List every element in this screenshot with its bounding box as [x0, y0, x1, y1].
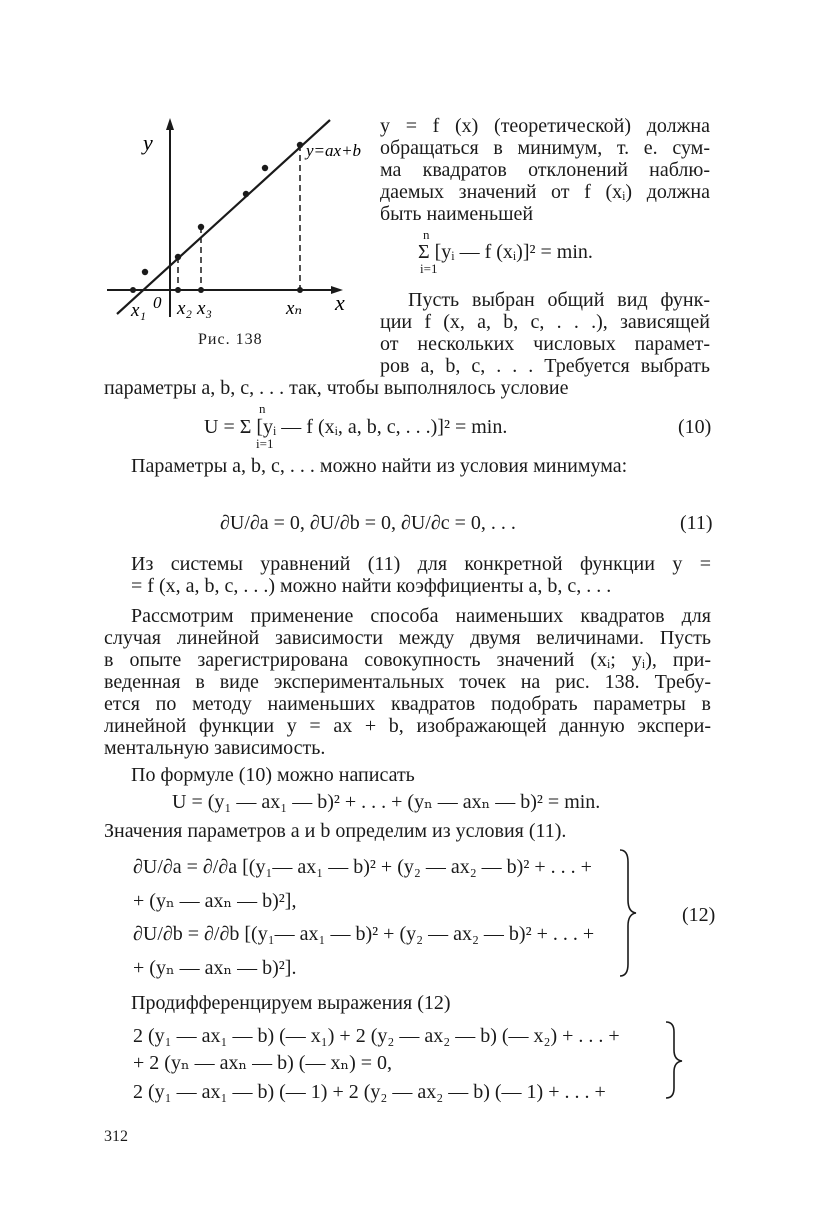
equation-number-12: (12) — [682, 904, 716, 926]
text-line: от нескольких числовых парамет- — [380, 333, 710, 355]
y-axis-label: y — [143, 130, 153, 155]
text-line: параметры a, b, c, . . . так, чтобы выполнялось условие — [104, 377, 569, 399]
equation-12-line: + (yₙ — axₙ — b)²], — [133, 890, 297, 912]
text-line: y = f (x) (теоретической) должна — [380, 115, 710, 137]
text-line: Продифференцируем выражения (12) — [131, 992, 451, 1014]
equation-12-line: ∂U/∂b = ∂/∂b [(y₁— ax₁ — b)² + (y₂ — ax₂ — b)² + . . . + — [133, 923, 595, 945]
figure-caption: Рис. 138 — [198, 331, 263, 348]
sum-lower-limit: i=1 — [256, 436, 274, 451]
equation-number-10: (10) — [678, 416, 712, 438]
differentiated-line: + 2 (yₙ — axₙ — b) (— xₙ) = 0, — [133, 1052, 393, 1074]
text-line: ментальную зависимость. — [104, 737, 326, 759]
text-line: Параметры a, b, c, . . . можно найти из условия минимума: — [131, 455, 628, 477]
data-point — [142, 269, 148, 275]
text-line: = f (x, a, b, c, . . .) можно найти коэффициенты a, b, c, . . . — [131, 575, 612, 597]
x2-label: x₂ — [177, 298, 193, 319]
right-brace — [664, 1020, 684, 1100]
differentiated-line: 2 (y₁ — ax₁ — b) (— 1) + 2 (y₂ — ax₂ — b) (— 1) + . . . + — [133, 1081, 606, 1103]
x3-label: x₃ — [197, 298, 213, 319]
x-axis-label: x — [335, 290, 345, 315]
y-axis — [166, 118, 174, 317]
text-line: быть наименьшей — [380, 203, 534, 225]
text-line: Рассмотрим применение способа наименьших квадратов для — [131, 605, 711, 627]
text-line: ции f (x, a, b, c, . . .), зависящей — [380, 311, 710, 333]
projection-lines — [178, 145, 300, 290]
sum-upper-limit: n — [259, 401, 266, 416]
text-line: в опыте зарегистрирована совокупность значений (xᵢ; yᵢ), при- — [104, 649, 711, 671]
xn-label: xₙ — [286, 298, 303, 319]
line-equation-label: y=ax+b — [306, 141, 362, 160]
equation-number-11: (11) — [680, 512, 713, 534]
data-point — [198, 224, 204, 230]
sum-lower-limit: i=1 — [420, 261, 438, 276]
text-line: Пусть выбран общий вид функ- — [408, 289, 710, 311]
text-line: ров a, b, c, . . . Требуется выбрать — [380, 355, 710, 377]
data-point — [262, 165, 268, 171]
data-points — [142, 142, 303, 275]
text-line: даемых значений от f (xᵢ) должна — [380, 181, 710, 203]
data-point — [243, 191, 249, 197]
figure-138-plot — [105, 112, 362, 322]
equation-11: ∂U/∂a = 0, ∂U/∂b = 0, ∂U/∂c = 0, . . . — [220, 512, 516, 534]
text-line: случая линейной зависимости между двумя величинами. Пусть — [104, 627, 711, 649]
text-line: линейной функции y = ax + b, изображающей данную экспери- — [104, 715, 711, 737]
text-line: По формуле (10) можно написать — [131, 764, 415, 786]
x1-label: x₁ — [131, 300, 147, 321]
text-line: ма квадратов отклонений наблю- — [380, 159, 710, 181]
data-point — [297, 142, 303, 148]
text-line: Из системы уравнений (11) для конкретной функции y = — [131, 553, 711, 575]
sum-upper-limit: n — [423, 227, 430, 242]
right-brace — [618, 848, 638, 978]
data-point — [175, 254, 181, 260]
equation-12-line: + (yₙ — axₙ — b)²]. — [133, 957, 297, 979]
origin-label: 0 — [153, 293, 162, 312]
equation-10: U = Σ [yᵢ — f (xᵢ, a, b, c, . . .)]² = min. — [204, 416, 508, 438]
page-number: 312 — [104, 1128, 128, 1145]
text-line: ется по методу наименьших квадратов подобрать параметры в — [104, 693, 711, 715]
equation-min-sum: Σ [yᵢ — f (xᵢ)]² = min. — [418, 241, 593, 263]
equation-U: U = (y₁ — ax₁ — b)² + . . . + (yₙ — axₙ — b)² = min. — [172, 791, 601, 813]
text-line: Значения параметров a и b определим из условия (11). — [104, 820, 567, 842]
equation-12-line: ∂U/∂a = ∂/∂a [(y₁— ax₁ — b)² + (y₂ — ax₂ — b)² + . . . + — [133, 856, 592, 878]
differentiated-line: 2 (y₁ — ax₁ — b) (— x₁) + 2 (y₂ — ax₂ — b) (— x₂) + . . . + — [133, 1025, 620, 1047]
text-line: обращаться в минимум, т. е. сум- — [380, 137, 710, 159]
text-line: веденная в виде экспериментальных точек на рис. 138. Требу- — [104, 671, 711, 693]
